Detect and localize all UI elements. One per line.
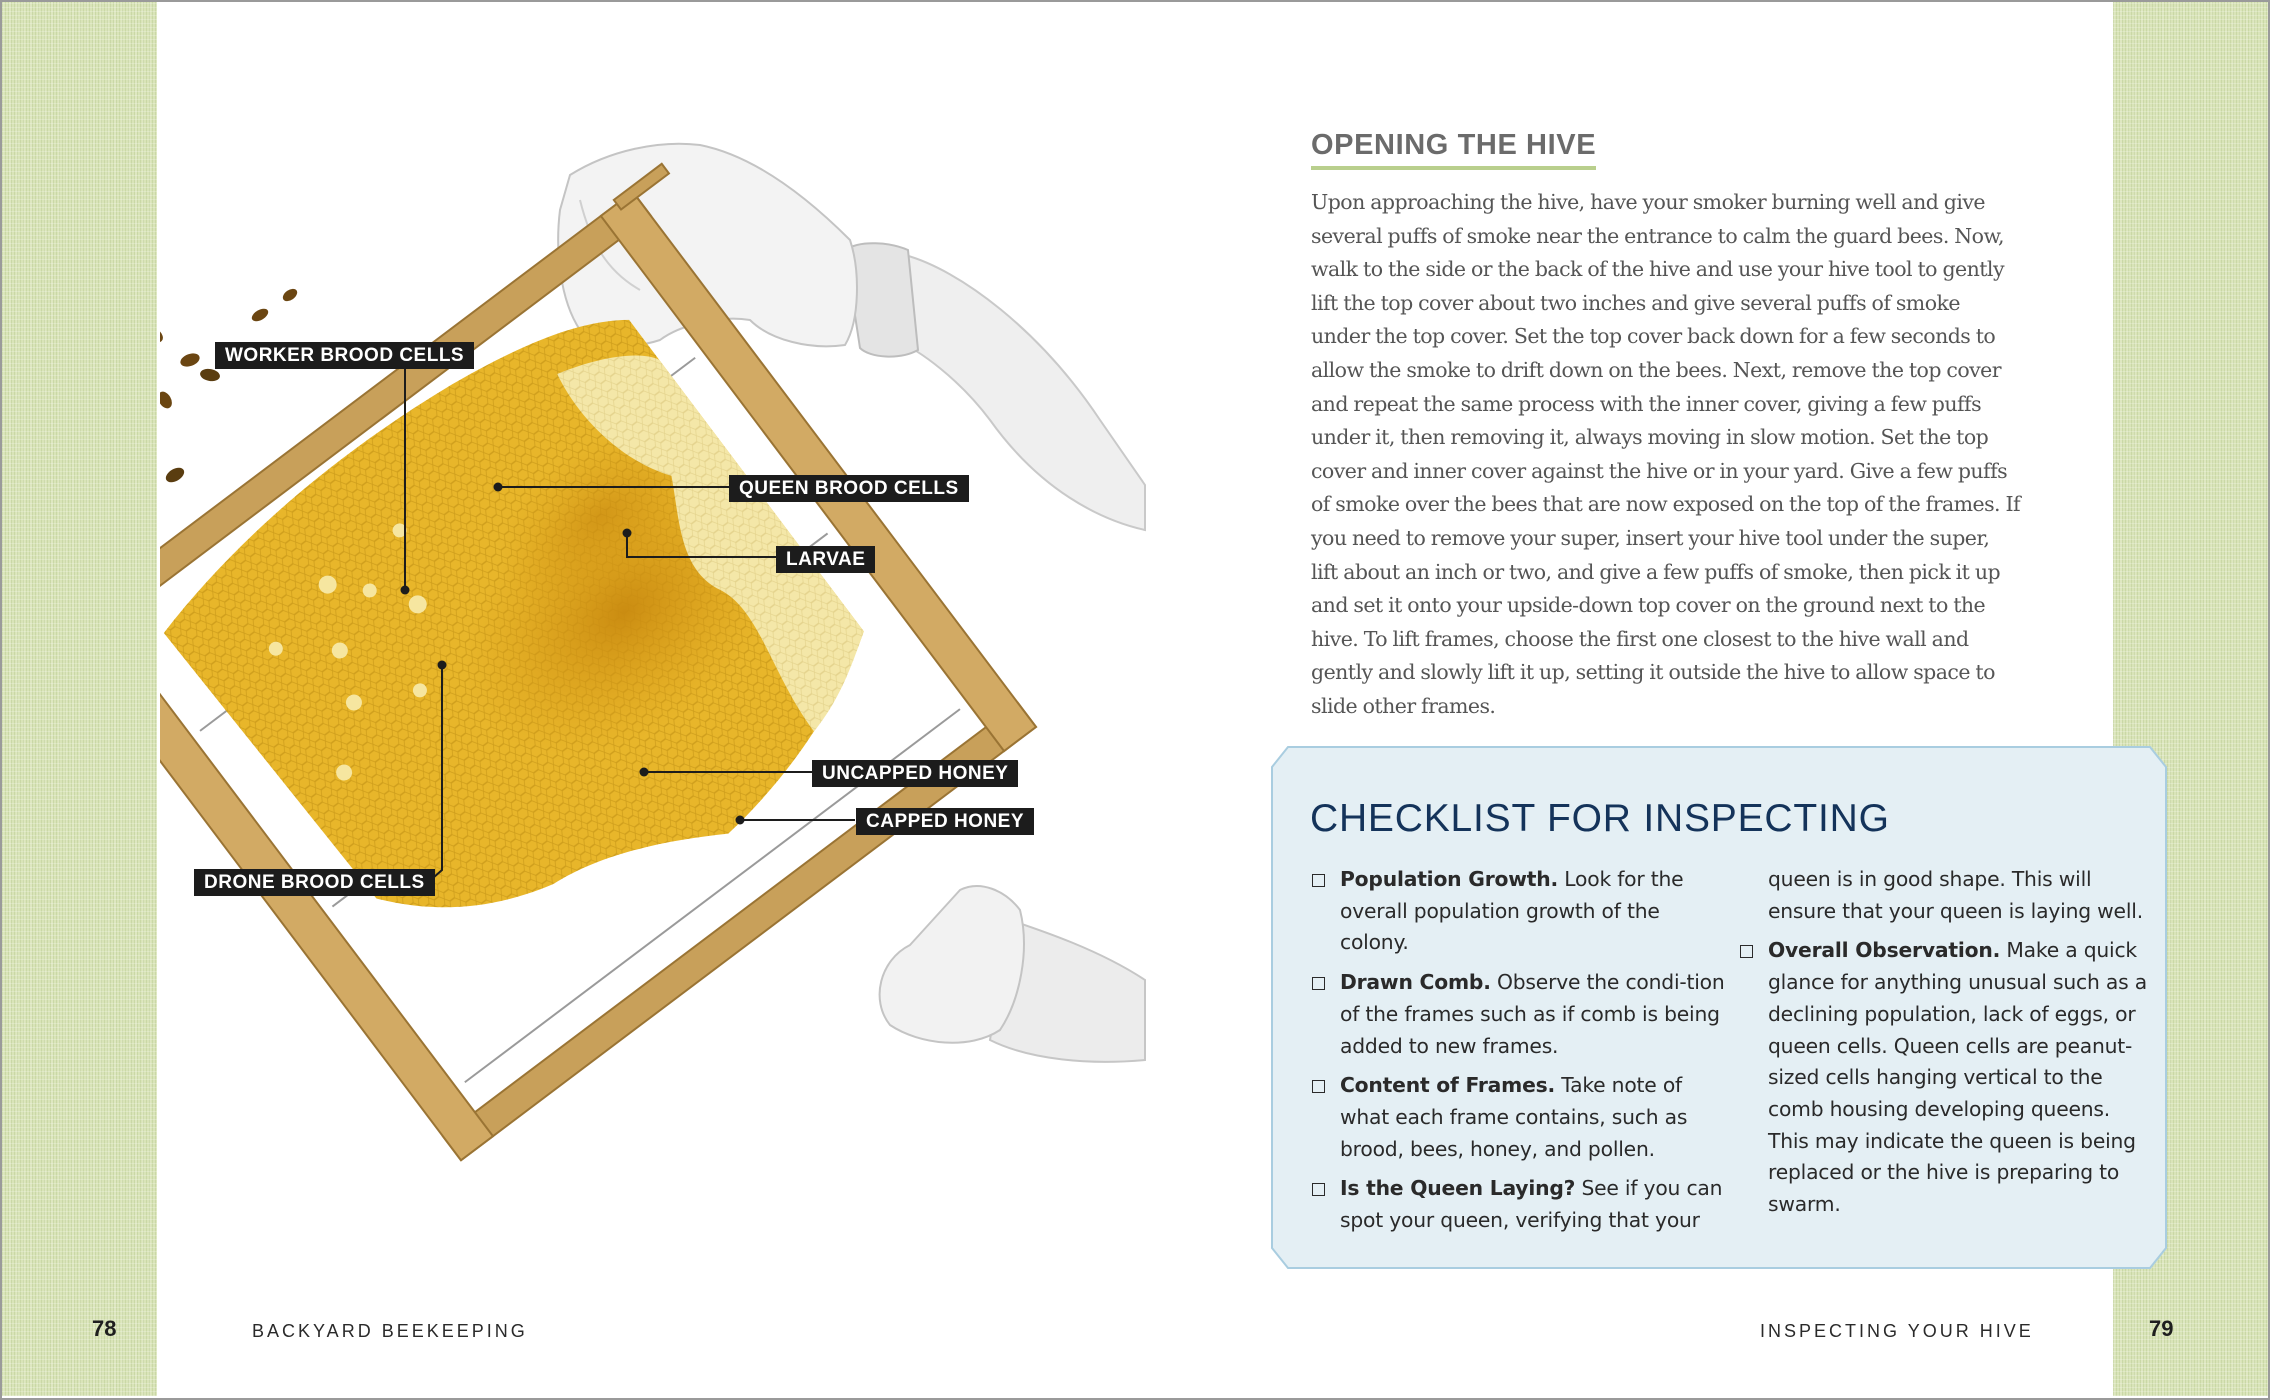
checklist-item-overall-observation (1738, 935, 2148, 1220)
checklist-item-population-growth (1310, 864, 1730, 959)
checklist-item-text: See if you can spot your queen, verifying that your (1340, 1176, 1723, 1233)
bottom-glove (880, 886, 1145, 1062)
checklist-item-text: Make a quick glance for anything unusual such as a declining population, lack of eggs, or queen cells. Queen cells are peanut-sized cells hanging vertical to the comb housing developing queens. This may indicate the queen is being replaced or the hive is preparing to swarm. (1768, 938, 2147, 1217)
label-larvae: LARVAE (776, 546, 875, 573)
label-drone-brood-cells: DRONE BROOD CELLS (194, 869, 435, 896)
checklist-item-text: Look for the overall population growth of the colony. (1340, 867, 1684, 955)
checklist-column-1 (1310, 864, 1730, 1245)
label-worker-brood-cells: WORKER BROOD CELLS (215, 342, 474, 369)
right-page-number: 79 (2149, 1316, 2174, 1341)
checklist-item-lead: Is the Queen Laying? (1340, 1176, 1576, 1201)
honeycomb-frame-illustration (160, 100, 1150, 1250)
checklist-item-continuation: queen is in good shape. This will ensure that your queen is laying well. (1768, 867, 2143, 923)
checklist-item-lead: Population Growth. (1340, 867, 1559, 891)
label-queen-brood-cells: QUEEN BROOD CELLS (729, 475, 969, 502)
label-capped-honey: CAPPED HONEY (856, 808, 1034, 835)
checkbox-icon[interactable] (1312, 977, 1325, 990)
left-page-number: 78 (92, 1316, 117, 1341)
checklist-item-lead: Drawn Comb. (1340, 970, 1491, 995)
right-running-head: INSPECTING YOUR HIVE (1760, 1321, 2034, 1341)
checklist-item-queen-laying (1310, 1173, 1730, 1236)
checklist-item-drawn-comb (1310, 967, 1730, 1062)
checkbox-icon[interactable] (1740, 945, 1753, 958)
label-uncapped-honey: UNCAPPED HONEY (812, 760, 1018, 787)
checklist-item-lead: Content of Frames. (1340, 1073, 1556, 1098)
bees-cluster (160, 286, 299, 485)
checklist-item-lead: Overall Observation. (1768, 938, 2001, 963)
checklist-column-2 (1738, 864, 2148, 1229)
left-linen-margin (2, 2, 157, 1396)
left-running-head: BACKYARD BEEKEEPING (252, 1321, 528, 1341)
checklist-item-content-of-frames (1310, 1070, 1730, 1165)
section-heading: OPENING THE HIVE (1311, 128, 1596, 170)
checkbox-icon[interactable] (1312, 1183, 1325, 1196)
checkbox-icon[interactable] (1312, 1080, 1325, 1093)
checklist-item-text: Observe the condi-tion of the frames such as if comb is being added to new frames. (1340, 970, 1725, 1058)
checklist-title: CHECKLIST FOR INSPECTING (1310, 797, 1890, 840)
checklist-item-text: Take note of what each frame contains, such as brood, bees, honey, and pollen. (1340, 1073, 1688, 1161)
checkbox-icon[interactable] (1312, 874, 1325, 887)
frame-illustration (160, 100, 1150, 1250)
section-paragraph: Upon approaching the hive, have your smoker burning well and give several puffs of smoke near the entrance to calm the guard bees. Now, walk to the side or the back of the hive and use your hive tool to gently lift the top cover about two inches and give several puffs of smoke under the top cover. Set the top cover back down for a few seconds to allow the smoke to drift down on the bees. Next, remove the top cover and repeat the same process with the inner cover, giving a few puffs under it, then removing it, always moving in slow motion. Set the top cover and inner cover against the hive or in your yard. Give a few puffs of smoke over the bees that are now exposed on the top of the frames. If you need to remove your super, insert your hive tool under the super, lift about an inch or two, and give a few puffs of smoke, then pick it up and set it onto your upside-down top cover on the ground next to the hive. To lift frames, choose the first one closest to the hive wall and gently and slowly lift it up, setting it outside the hive to allow space to slide other frames. (1311, 190, 2021, 718)
